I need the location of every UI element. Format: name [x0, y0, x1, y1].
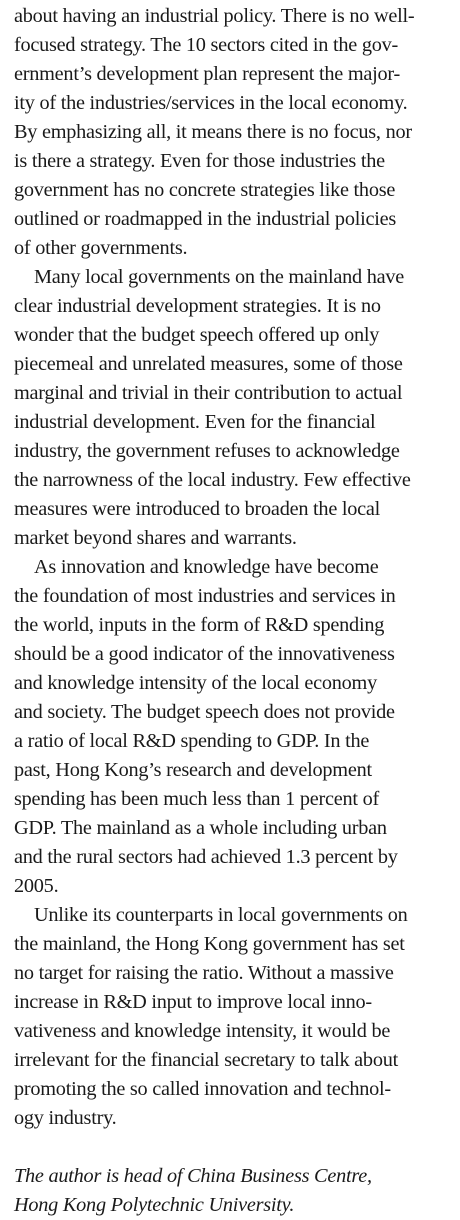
text-line: Unlike its counterparts in local governments on — [34, 904, 408, 926]
text-line: As innovation and knowledge have become — [34, 556, 379, 578]
text-line: the mainland, the Hong Kong government has set — [14, 933, 405, 955]
byline-line: The author is head of China Business Centre, — [14, 1165, 372, 1187]
text-line: ernment’s development plan represent the major- — [14, 63, 401, 85]
text-line: and the rural sectors had achieved 1.3 percent by — [14, 846, 398, 868]
text-line: and knowledge intensity of the local economy — [14, 672, 377, 694]
byline-line: Hong Kong Polytechnic University. — [14, 1194, 295, 1216]
text-line: no target for raising the ratio. Without a massive — [14, 962, 394, 984]
paragraph-spacer — [14, 1133, 460, 1162]
text-line: wonder that the budget speech offered up only — [14, 324, 380, 346]
text-line: vativeness and knowledge intensity, it would be — [14, 1020, 391, 1042]
text-line: is there a strategy. Even for those industries the — [14, 150, 385, 172]
text-line: past, Hong Kong’s research and development — [14, 759, 372, 781]
paragraph — [14, 901, 460, 1133]
author-byline — [14, 1162, 460, 1220]
text-line: irrelevant for the financial secretary to talk about — [14, 1049, 398, 1071]
text-line: focused strategy. The 10 sectors cited in the gov- — [14, 34, 398, 56]
text-line: of other governments. — [14, 237, 188, 259]
paragraph — [14, 263, 460, 553]
paragraph — [14, 553, 460, 901]
text-line: should be a good indicator of the innovativeness — [14, 643, 395, 665]
text-line: 2005. — [14, 875, 59, 897]
text-line: government has no concrete strategies like those — [14, 179, 396, 201]
text-line: outlined or roadmapped in the industrial policies — [14, 208, 397, 230]
text-line: measures were introduced to broaden the local — [14, 498, 381, 520]
text-line: marginal and trivial in their contribution to actual — [14, 382, 403, 404]
text-line: about having an industrial policy. There is no well- — [14, 5, 415, 27]
text-line: market beyond shares and warrants. — [14, 527, 297, 549]
text-line: and society. The budget speech does not provide — [14, 701, 395, 723]
text-line: the narrowness of the local industry. Few effective — [14, 469, 411, 491]
text-line: industrial development. Even for the financial — [14, 411, 376, 433]
text-line: the world, inputs in the form of R&D spending — [14, 614, 385, 636]
text-line: clear industrial development strategies. It is no — [14, 295, 381, 317]
text-line: ity of the industries/services in the local economy. — [14, 92, 408, 114]
text-line: industry, the government refuses to acknowledge — [14, 440, 400, 462]
text-line: By emphasizing all, it means there is no focus, nor — [14, 121, 412, 143]
text-line: spending has been much less than 1 percent of — [14, 788, 379, 810]
text-line: ogy industry. — [14, 1107, 117, 1129]
text-line: GDP. The mainland as a whole including urban — [14, 817, 387, 839]
text-line: a ratio of local R&D spending to GDP. In the — [14, 730, 370, 752]
text-line: increase in R&D input to improve local inno- — [14, 991, 372, 1013]
text-line: piecemeal and unrelated measures, some of those — [14, 353, 403, 375]
text-line: Many local governments on the mainland have — [34, 266, 404, 288]
text-line: the foundation of most industries and services in — [14, 585, 396, 607]
paragraph — [14, 2, 460, 263]
text-line: promoting the so called innovation and technol- — [14, 1078, 391, 1100]
article-column — [14, 2, 460, 1220]
